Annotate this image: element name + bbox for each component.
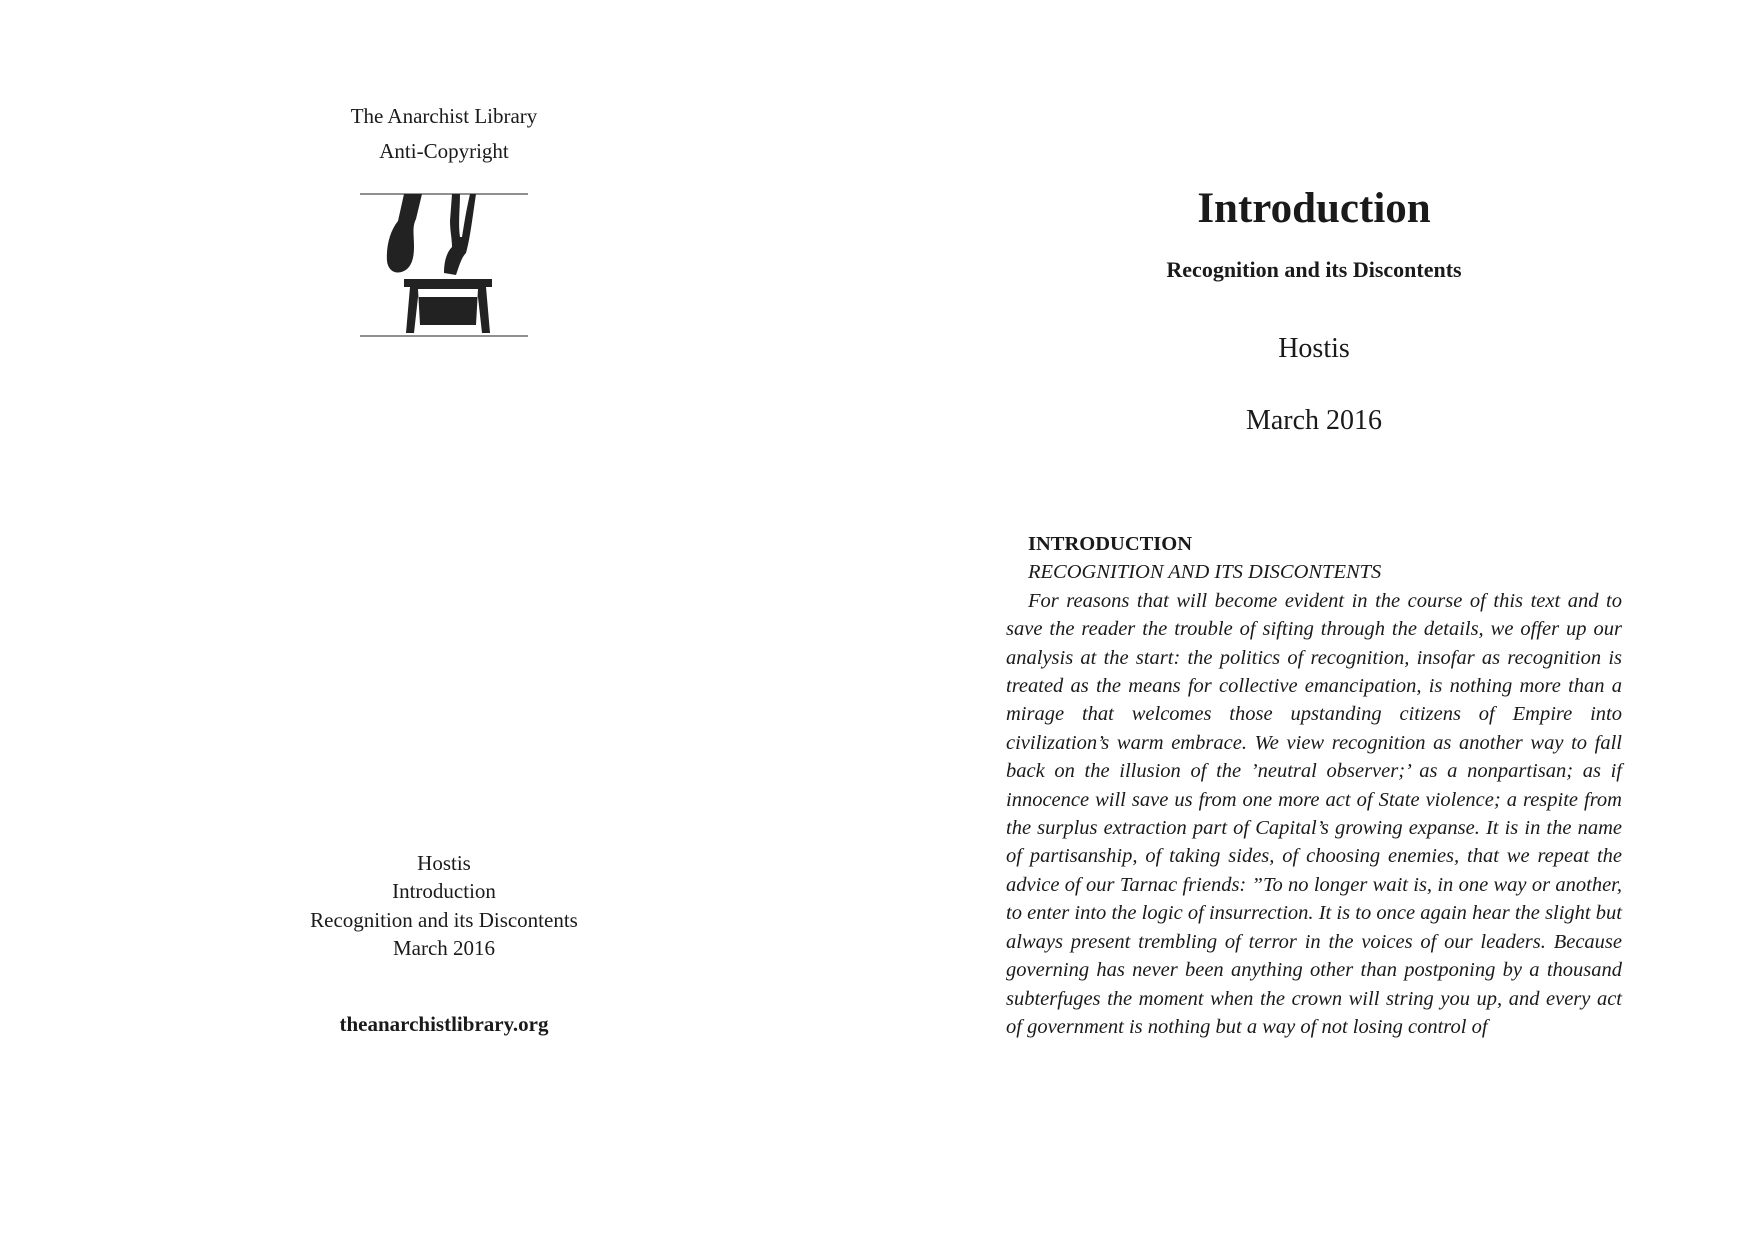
logo-left-leg xyxy=(387,194,422,273)
site-url: theanarchistlibrary.org xyxy=(339,1012,549,1036)
section-heading: INTRODUCTION xyxy=(1028,533,1193,555)
section-subheading: RECOGNITION AND ITS DISCONTENTS xyxy=(1028,561,1382,584)
colophon-author: Hostis xyxy=(417,851,471,875)
author-name: Hostis xyxy=(1278,333,1350,364)
publication-date: March 2016 xyxy=(1245,405,1383,436)
logo-stool xyxy=(404,279,492,333)
library-name: The Anarchist Library xyxy=(350,104,538,128)
colophon-subtitle: Recognition and its Discontents xyxy=(310,908,578,932)
anarchist-library-logo xyxy=(360,191,528,339)
colophon-date: March 2016 xyxy=(392,936,496,960)
right-page xyxy=(874,0,1749,1241)
body-text-block xyxy=(1006,530,1622,1041)
page-title: Introduction xyxy=(1197,185,1431,232)
license-label: Anti-Copyright xyxy=(379,139,509,163)
logo-right-leg xyxy=(444,194,476,275)
body-paragraph: For reasons that will become evident in the course of this text and to save the reader the trouble of sifting through the details, we offer up our analysis at the start: the politics of recognition, insofar as recognition is treated as the means for collective emancipation, is nothing more than a mirage that welcomes those upstanding citizens of Empire into civilization’s warm embrace. We view recognition as another way to fall back on the illusion of the ’neutral observer;’ as a nonpartisan; as if innocence will save us from one more act of State violence; a respite from the surplus extraction part of Capital’s growing expanse. It is in the name of partisanship, of taking sides, of choosing enemies, that we repeat the advice of our Tarnac friends: ”To no longer wait is, in one way or another, to enter into the logic of insurrection. It is to once again hear the slight but always present trembling of terror in the voices of our leaders. Because governing has never been anything other than postponing by a thousand subterfuges the moment when the crown will string you up, and every act of government is nothing but a way of not losing control of xyxy=(1006,589,1622,1038)
colophon-title: Introduction xyxy=(392,879,496,903)
page-subtitle: Recognition and its Discontents xyxy=(1166,257,1462,282)
left-page xyxy=(0,0,874,1241)
